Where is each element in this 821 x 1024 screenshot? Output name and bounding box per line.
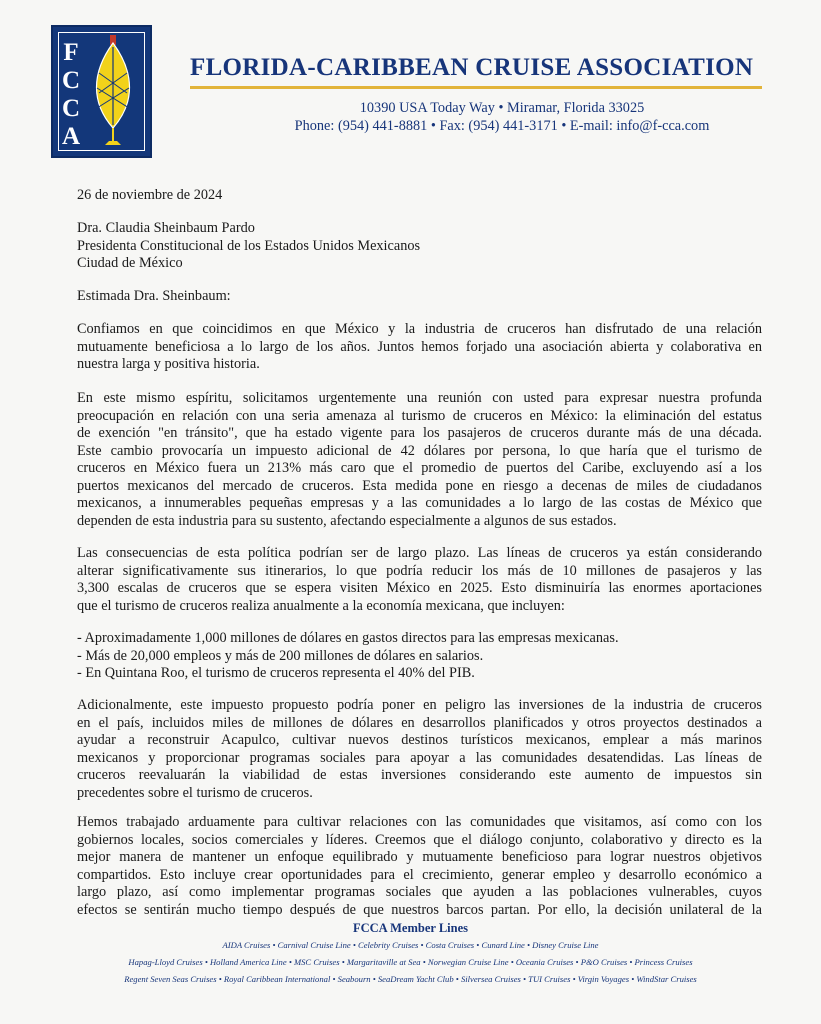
body-paragraph <box>77 390 762 530</box>
member-lines-row: AIDA Cruises • Carnival Cruise Line • Celebrity Cruises • Costa Cruises • Cunard Line • Disney Cruise Line <box>222 940 599 950</box>
body-paragraph <box>77 321 762 374</box>
paragraph-line: mexicanos, a innumerables pequeñas empresas y a las comunidades a lo largo de las costas de México que <box>77 495 762 511</box>
bullet-item: - Aproximadamente 1,000 millones de dólares en gastos directos para las empresas mexicanas. <box>77 630 619 646</box>
letter-date: 26 de noviembre de 2024 <box>77 187 223 203</box>
paragraph-line: En este mismo espíritu, solicitamos urgentemente una reunión con usted para expresar nuestra profunda <box>77 390 762 406</box>
paragraph-line: preocupación en relación con una seria amenaza al turismo de cruceros en México: la eliminación del estatus <box>77 407 762 424</box>
paragraph-line: Confiamos en que coincidimos en que México y la industria de cruceros han disfrutado de una relación <box>77 321 762 337</box>
paragraph-line: que el turismo de cruceros realiza anualmente a la economía mexicana, que incluyen: <box>77 597 565 614</box>
bullet-item: - Más de 20,000 empleos y más de 200 millones de dólares en salarios. <box>77 647 484 664</box>
paragraph-line: Las consecuencias de esta política podrían ser de largo plazo. Las líneas de cruceros ya están considerando <box>77 545 762 561</box>
paragraph-line: Adicionalmente, este impuesto propuesto podría poner en peligro las inversiones de la industria de cruceros <box>77 697 762 713</box>
paragraph-line: alterar significativamente sus itinerarios, lo que podría reducir los más de 10 millones de pasajeros y las <box>77 562 762 579</box>
address-line: 10390 USA Today Way • Miramar, Florida 33025 <box>359 100 645 116</box>
contact-line: Phone: (954) 441-8881 • Fax: (954) 441-3171 • E-mail: info@f-cca.com <box>294 118 710 134</box>
paragraph-line: puertos mexicanos del mercado de cruceros. Esta medida pone en riesgo a decenas de miles de ciudadanos <box>77 477 762 494</box>
paragraph-line: cruceros en México fuera un 213% más caro que el promedio de puertos del Caribe, excluyendo así a los <box>77 460 762 476</box>
paragraph-line: Este cambio provocaría un impuesto adicional de 42 dólares por persona, lo que haría que el turismo de <box>77 442 762 459</box>
paragraph-line: en el país, incluidos miles de millones de dólares en desarrollos planificados y otros proyectos destinados a <box>77 714 762 731</box>
member-lines-row: Regent Seven Seas Cruises • Royal Caribbean International • Seabourn • SeaDream Yacht Club • Silversea Cruises • TUI Cruises • Virgin Voyages • WindStar Cruises <box>124 974 697 984</box>
paragraph-line: ayudar a reconstruir Acapulco, cultivar nuevos destinos turísticos mexicanos, emplear a más marinos <box>77 732 762 748</box>
paragraph-line: mexicanos y proporcionar programas sociales para apoyar a las comunidades desatendidas. Las líneas de <box>77 749 762 766</box>
paragraph-line: dependen de esta industria para su sustento, afectando especialmente a algunos de sus estados. <box>77 512 617 529</box>
logo-letter: A <box>61 123 81 150</box>
body-paragraph <box>77 697 762 802</box>
paragraph-line: de exención "en tránsito", que ha estado vigente para los pasajeros de cruceros durante más de una década. <box>77 425 762 441</box>
paragraph-line: mutuamente beneficiosa a lo largo de los años. Juntos hemos forjado una asociación abierta y colaborativa en <box>77 338 762 355</box>
member-lines-row: Hapag-Lloyd Cruises • Holland America Line • MSC Cruises • Margaritaville at Sea • Norwegian Cruise Line • Oceania Cruises • P&O Cruises • Princess Cruises <box>128 957 693 967</box>
paragraph-line: efectos se sentirán mucho tiempo después de que nuestros barcos partan. Por ello, la decisión unilateral de la <box>77 901 762 918</box>
paragraph-line: cruceros reevaluarán la viabilidad de estas inversiones considerando este aumento de impuestos sin <box>77 767 762 783</box>
paragraph-line: Hemos trabajado arduamente para cultivar relaciones con las comunidades que visitamos, así como con los <box>77 814 762 830</box>
paragraph-line: 3,300 escalas de cruceros que se espera visiten México en 2025. Esto disminuiría las enormes aportaciones <box>77 580 762 596</box>
logo-letter: C <box>61 95 81 122</box>
logo-letter: F <box>63 39 79 66</box>
member-lines-title: FCCA Member Lines <box>352 921 469 935</box>
fcca-logo <box>51 25 152 158</box>
body-paragraph <box>77 545 762 615</box>
paragraph-line: compartidos. Esto incluye crear oportunidades para el crecimiento, generar empleo y desarrollo económico a <box>77 866 762 883</box>
recipient-title: Presidenta Constitucional de los Estados Unidos Mexicanos <box>77 238 421 254</box>
paragraph-line: mejor manera de mantener un enfoque equilibrado y mutuamente beneficioso para lograr nuestros objetivos <box>77 849 762 865</box>
bullet-item: - En Quintana Roo, el turismo de cruceros representa el 40% del PIB. <box>77 665 475 681</box>
paragraph-line: nuestra larga y positiva historia. <box>77 356 260 372</box>
paragraph-line: precedentes sobre el turismo de cruceros. <box>77 784 313 801</box>
logo-letter: C <box>61 67 81 94</box>
organization-name: FLORIDA-CARIBBEAN CRUISE ASSOCIATION <box>190 54 754 81</box>
recipient-city: Ciudad de México <box>77 255 183 271</box>
header-rule <box>190 86 762 89</box>
paragraph-line: largo plazo, así como implementar programas sociales que ayuden a las poblaciones vulnerables, cuyos <box>77 884 762 900</box>
recipient-name: Dra. Claudia Sheinbaum Pardo <box>77 220 255 236</box>
logo-letters <box>60 39 82 151</box>
bullet-list <box>77 630 762 683</box>
salutation: Estimada Dra. Sheinbaum: <box>77 288 231 304</box>
paragraph-line: gobiernos locales, socios comerciales y líderes. Creemos que el diálogo conjunto, colaborativo y directo es la <box>77 831 762 848</box>
body-paragraph <box>77 814 762 919</box>
ship-icon <box>83 33 143 151</box>
